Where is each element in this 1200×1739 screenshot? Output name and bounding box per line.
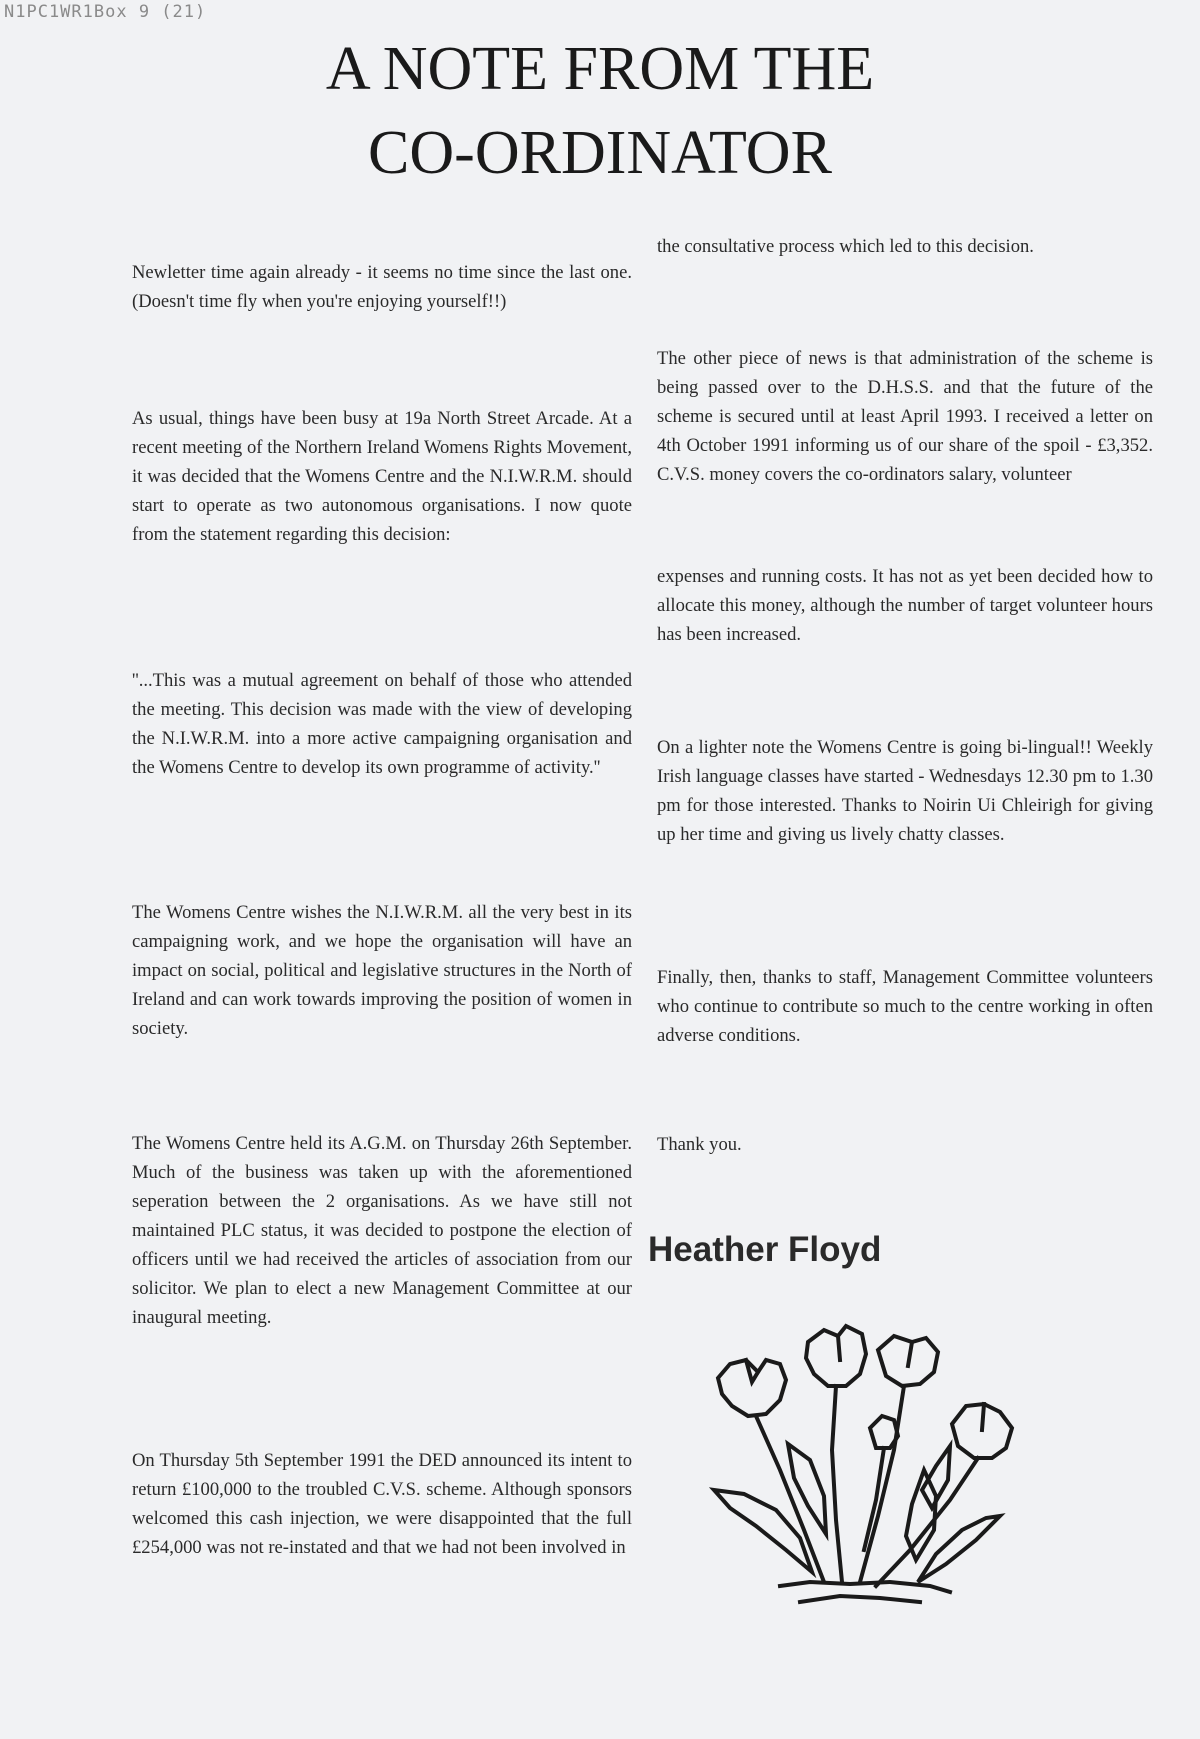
- left-paragraph-3-quote: ''...This was a mutual agreement on behalf of those who attended the meeting. This decision was made with the view of developing the N.I.W.R.M. into a more active campaigning organisation and the Womens Centre to develop its own programme of activity.'': [132, 670, 632, 778]
- right-paragraph-4: On a lighter note the Womens Centre is going bi-lingual!! Weekly Irish language classes have started - Wednesdays 12.30 pm to 1.30 pm for those interested. Thanks to Noirin Ui Chleirigh for giving up her time and giving us lively chatty classes.: [657, 737, 1153, 845]
- signature-heather-floyd: Heather Floyd: [648, 1230, 882, 1269]
- tulips-clipart-icon: [700, 1320, 1060, 1660]
- left-paragraph-4: The Womens Centre wishes the N.I.W.R.M. all the very best in its campaigning work, and we hope the organisation will have an impact on social, political and legislative structures in the North of Ireland and can work towards improving the position of women in society.: [132, 902, 632, 1039]
- left-paragraph-2: As usual, things have been busy at 19a North Street Arcade. At a recent meeting of the Northern Ireland Womens Rights Movement, it was decided that the Womens Centre and the N.I.W.R.M. should start to operate as two autonomous organisations. I now quote from the statement regarding this decision:: [132, 408, 632, 545]
- right-paragraph-2: The other piece of news is that administration of the scheme is being passed over to the D.H.S.S. and that the future of the scheme is secured until at least April 1993. I received a letter on 4th October 1991 informing us of our share of the spoil - £3,352. C.V.S. money covers the co-ordinators salary, volunteer: [657, 348, 1153, 485]
- right-paragraph-5: Finally, then, thanks to staff, Management Committee volunteers who continue to contribute so much to the centre working in often adverse conditions.: [657, 967, 1153, 1046]
- page-title-line-1: A NOTE FROM THE: [325, 35, 875, 103]
- left-paragraph-6: On Thursday 5th September 1991 the DED announced its intent to return £100,000 to the troubled C.V.S. scheme. Although sponsors welcomed this cash injection, we were disappointed that the full £254,000 was not re-instated and that we had not been involved in: [132, 1450, 632, 1558]
- right-paragraph-3: expenses and running costs. It has not as yet been decided how to allocate this money, although the number of target volunteer hours has been increased.: [657, 566, 1153, 645]
- right-paragraph-1: the consultative process which led to this decision.: [657, 236, 1034, 257]
- left-paragraph-1: Newletter time again already - it seems no time since the last one. (Doesn't time fly when you're enjoying yourself!!): [132, 262, 632, 312]
- left-paragraph-5: The Womens Centre held its A.G.M. on Thursday 26th September. Much of the business was taken up with the aforementioned seperation between the 2 organisations. As we have still not maintained PLC status, it was decided to postpone the election of officers until we had received the articles of association from our solicitor. We plan to elect a new Management Committee at our inaugural meeting.: [132, 1133, 632, 1328]
- archive-reference: N1PC1WR1Box 9 (21): [4, 2, 207, 22]
- page-title-line-2: CO-ORDINATOR: [368, 119, 832, 187]
- right-paragraph-6: Thank you.: [657, 1134, 742, 1155]
